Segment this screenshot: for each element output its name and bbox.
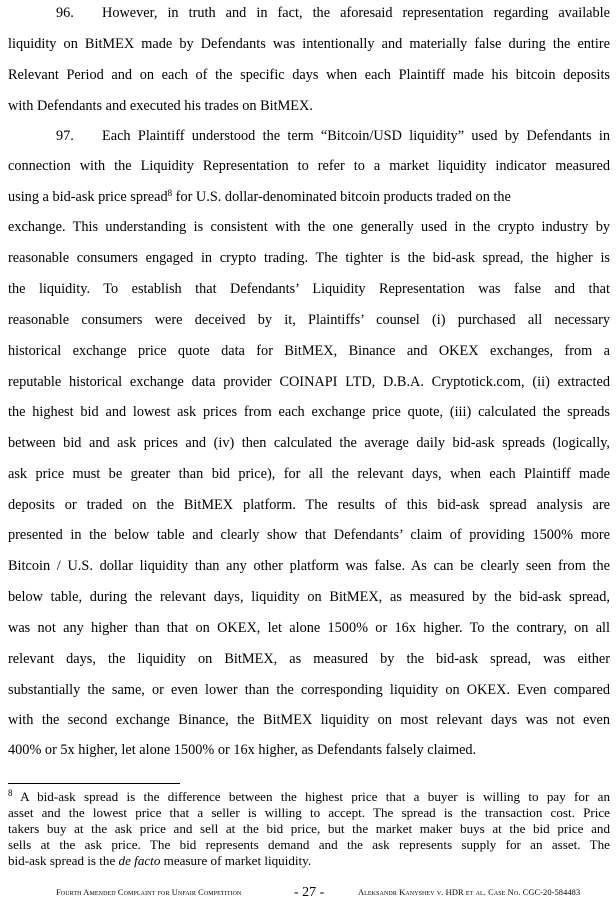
- footnote-line: $^8$ A bid-ask spread is the difference between the highest price that a buyer is willing to pay for an: [8, 788, 610, 804]
- paragraph-line: 96. However, in truth and in fact, the aforesaid representation regarding available: [56, 5, 610, 21]
- footer-page-number: - 27 -: [294, 885, 325, 900]
- paragraph-line: 400% or 5x higher, let alone 1500% or 16x higher, as Defendants falsely claimed.: [8, 742, 477, 758]
- paragraph-line: presented in the below table and clearly show that Defendants’ claim of providing 1500% more: [8, 527, 610, 543]
- paragraph-line: the highest bid and lowest ask prices from each exchange price quote, (iii) calculated the spreads: [8, 404, 610, 420]
- paragraph-line: Relevant Period and on each of the specific days when each Plaintiff made his bitcoin deposits: [8, 67, 610, 83]
- paragraph-line: reasonable consumers were deceived by it, Plaintiffs’ counsel (i) purchased all necessary: [8, 312, 610, 328]
- paragraph-line: Bitcoin / U.S. dollar liquidity than any other platform was false. As can be clearly seen from the: [8, 558, 610, 574]
- footer-document-title: Fourth Amended Complaint for Unfair Competition: [56, 888, 242, 897]
- paragraph-line: using a bid-ask price spread$^8$ for U.S. dollar-denominated bitcoin products traded on the: [8, 188, 511, 205]
- paragraph-line: deposits or traded on the BitMEX platform. The results of this bid-ask spread analysis are: [8, 497, 610, 513]
- footnote-line: takers buy at the ask price and sell at the bid price, but the market maker buys at the bid price and: [8, 821, 610, 836]
- paragraph-line: 97. Each Plaintiff understood the term “Bitcoin/USD liquidity” used by Defendants in: [56, 128, 610, 144]
- footnote-italic-term: de facto: [118, 853, 161, 868]
- paragraph-line: between bid and ask prices and (iv) then calculated the average daily bid-ask spreads (logically,: [8, 435, 610, 451]
- footnote-line: sells at the ask price. The bid represents demand and the ask represents supply for an asset. The: [8, 837, 610, 852]
- footnote-line: asset and the lowest price that a seller is willing to accept. The spread is the transaction cost. Price: [8, 805, 610, 820]
- footnote-marker: 8: [8, 788, 13, 798]
- paragraph-line: exchange. This understanding is consistent with the one generally used in the crypto industry by: [8, 219, 610, 235]
- paragraph-line: was not any higher than that on OKEX, let alone 1500% or 16x higher. To the contrary, on all: [8, 620, 610, 636]
- paragraph-line: historical exchange price quote data for BitMEX, Binance and OKEX exchanges, from a: [8, 343, 610, 359]
- footer-case-caption: Aleksandr Kanyshev v. HDR et al. Case No. CGC-20-584483: [358, 888, 581, 897]
- footnote-line: bid-ask spread is the de facto measure of market liquidity.: [8, 853, 312, 868]
- paragraph-line: substantially the same, or even lower than the corresponding liquidity on OKEX. Even compared: [8, 682, 610, 698]
- paragraph-line: reputable historical exchange data provider COINAPI LTD, D.B.A. Cryptotick.com, (ii) extracted: [8, 374, 610, 390]
- paragraph-line: ask price must be greater than bid price), for all the relevant days, when each Plaintiff made: [8, 466, 610, 482]
- paragraph-line: reasonable consumers engaged in crypto trading. The tighter is the bid-ask spread, the higher is: [8, 250, 610, 266]
- paragraph-line: with the second exchange Binance, the BitMEX liquidity on most relevant days was not even: [8, 712, 610, 728]
- paragraph-line: with Defendants and executed his trades on BitMEX.: [8, 98, 313, 114]
- paragraph-line: connection with the Liquidity Representation to refer to a market liquidity indicator measured: [8, 158, 610, 174]
- paragraph-line: relevant days, the liquidity on BitMEX, as measured by the bid-ask spread, was either: [8, 651, 610, 667]
- footnote-reference[interactable]: 8: [167, 188, 173, 198]
- paragraph-line: the liquidity. To establish that Defendants’ Liquidity Representation was false and that: [8, 281, 610, 297]
- paragraph-line: below table, during the relevant days, liquidity on BitMEX, as measured by the bid-ask spread,: [8, 589, 610, 605]
- footnote-divider: [8, 783, 180, 784]
- paragraph-line: liquidity on BitMEX made by Defendants was intentionally and materially false during the entire: [8, 36, 610, 52]
- paragraph-number: 96.: [56, 5, 74, 21]
- paragraph-number: 97.: [56, 128, 74, 144]
